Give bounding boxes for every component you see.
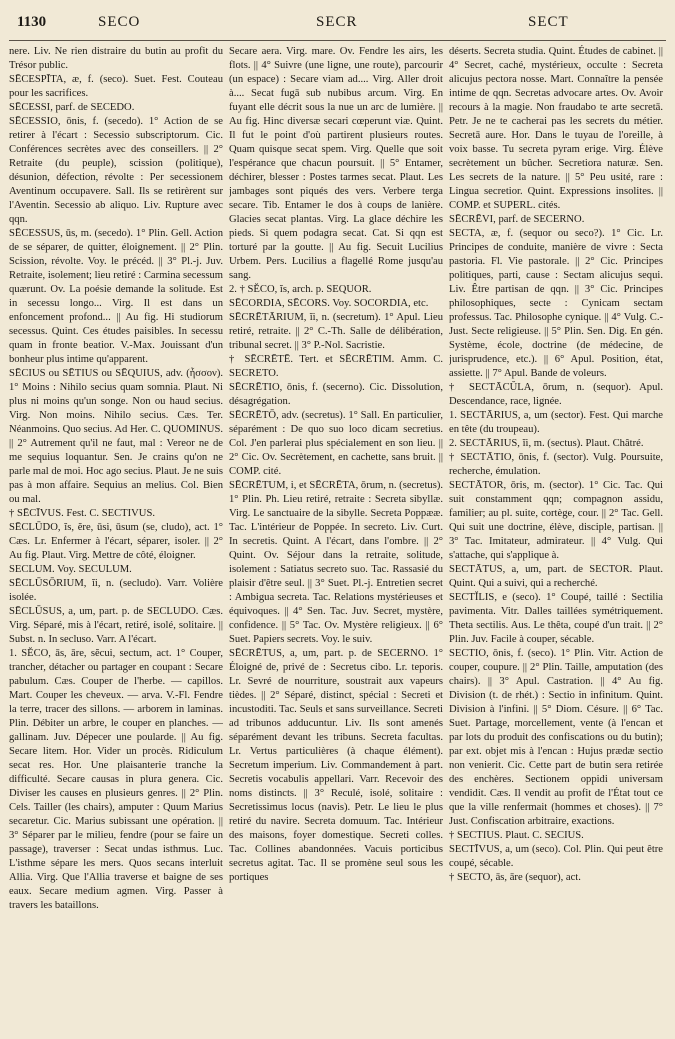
dictionary-entry: SĒCLŪDO, ĭs, ĕre, ūsi, ūsum (se, cludo), act. 1° Cæs. Lr. Enfermer à l'écart, séparer, isoler. || 2° Au fig. Plaut. Virg. Mettre de côté, éloigner.: [9, 522, 223, 561]
dictionary-entry: SECTA, æ, f. (sequor ou seco?). 1° Cic. Lr. Principes de conduite, manière de vivre : Secta pastoria. Fl. Vie pastorale. || 2° Cic. Principes politiques, parti, cause : Sectam alicujus sequi. Liv. Être partisan de qqn. || 3° Cic. Principes philosophiques, secte : Cynicam sectam professus. Tac. Philosophe cynique. || 4° Vulg. C.-Just. Secte religieuse. || 5° Plin. Sen. Dig. En gén. Système, école, doctrine (de médecine, de jurisprudence, etc.). || 6° Apul. Position, état, assiette. || 7° Apul. Bande de voleurs.: [449, 228, 663, 379]
column-2: [229, 45, 443, 1035]
dictionary-entry: SĒCESSUS, ūs, m. (secedo). 1° Plin. Gell. Action de se séparer, de quitter, éloignement. || 2° Plin. Scission, révolte. Voy. le précéd. || 3° Pl.-j. Juv. Retraite, isolement; lieu retiré : Carmina secessum quærunt. Ov. La poésie demande la solitude. Est in secessu longo... Virg. Il est dans un enfoncement profond... || Au fig. Hi studiorum secessus. Quint. Ces études paisibles. In secessu quam in fronte beatior. V.-Max. Jouissant d'un bonheur plus intime qu'apparent.: [9, 228, 223, 365]
dictionary-entry: † SĒCĪVUS. Fest. C. SECTIVUS.: [9, 508, 155, 519]
dictionary-entry: 1. SĔCO, ās, āre, sĕcui, sectum, act. 1° Couper, trancher, détacher ou partager en coupant : Secare pabulum. Cæs. Couper de l'herbe. — capillos. Mart. Couper les cheveux. — arva. V.-Fl. Fendre la terre, tracer des sillons. — arborem in laminas. Plin. Débiter un arbre, le couper en planches. — gallinam. Juv. Dépecer une poularde. || Au fig. Secare litem. Hor. Vider un procès. Ridiculum secat res. Hor. Une plaisanterie tranche la difficulté. Secare causas in plura genera. Cic. Diviser les causes en plusieurs genres. || 2° Plin. Cels. Tailler (les chairs), amputer : Quum Marius secaretur. Cic. Marius subissant une opération. || 3° Séparer par le milieu, fendre (pour se faire un passage), traverser : Secat undas isthmus. Luc. L'isthme sépare les mers. Quos secans interluit Allia. Virg. Que l'Allia traverse et baigne de ses eaux. Secare medium agmen. Virg. Passer à travers les bataillons.: [9, 648, 223, 911]
dictionary-entry: SĒCRĒTĀRIUM, ĭi, n. (secretum). 1° Apul. Lieu retiré, retraite. || 2° C.-Th. Salle de délibération, tribunal secret. || 3° P.-Nol. Sacristie.: [229, 312, 443, 351]
dictionary-entry: SĒCRĒTŌ, adv. (secretus). 1° Sall. En particulier, séparément : De quo suo loco dicam secretius. Col. J'en parlerai plus spécialement en son lieu. || 2° Cic. Ov. Secrètement, en cachette, sans bruit. || COMP. cité.: [229, 410, 443, 477]
dictionary-entry: SĒCLŪSŌRIUM, ĭi, n. (secludo). Varr. Volière isolée.: [9, 578, 223, 603]
dictionary-entry: SĒCESSIO, ōnis, f. (secedo). 1° Action de se retirer à l'écart : Secessio subscriptorum. Cic. Conférences secrètes avec des conseillers. || 2° Retraite (du peuple), scission (politique), désunion, défection, révolte : Per secessionem Aventinum occupavere. Sall. Ils se retirèrent sur l'Aventin. Secessio ab aliquo. Liv. Rupture avec qqn.: [9, 116, 223, 225]
dictionary-entry: † SECTĀCŬLA, ōrum, n. (sequor). Apul. Descendance, race, lignée.: [449, 382, 663, 407]
dictionary-entry: SECLUM. Voy. SECULUM.: [9, 564, 132, 575]
dictionary-entry: SĒCRĒTIO, ōnis, f. (secerno). Cic. Dissolution, désagrégation.: [229, 382, 443, 407]
dictionary-entry: † SECTĀTIO, ōnis, f. (sector). Vulg. Poursuite, recherche, émulation.: [449, 452, 663, 477]
dictionary-entry: † SĒCRĒTĒ. Tert. et SĒCRĒTIM. Amm. C. SECRETO.: [229, 354, 443, 379]
dictionary-entry: SĒCRĒTUM, i, et SĒCRĒTA, ōrum, n. (secretus). 1° Plin. Ph. Lieu retiré, retraite : Secreta sibyllæ. Virg. Le sanctuaire de la sibylle. Secreta Poppææ. Tac. L'intérieur de Poppée. In secreto. Liv. Curt. In secretis. Quint. A l'écart, dans l'ombre. || 2° Quint. Ov. Séjour dans la retraite, solitude, isolement : Satiatus secreto suo. Tac. Rassasié du plaisir d'être seul. || 3° Suet. Pl.-j. Entretien secret : Ambigua secreta. Tac. Relations mystérieuses et équivoques. || 4° Sen. Tac. Juv. Secret, mystère, confidence. || 5° Tac. Ov. Mystère religieux. || 6° Suet. Papiers secrets. Voy. le suiv.: [229, 480, 443, 645]
dictionary-entry: † SECTO, ās, āre (sequor), act.: [449, 872, 581, 883]
guide-word-center: SECR: [316, 14, 358, 30]
page-number: 1130: [17, 14, 47, 30]
dictionary-entry: Secare aera. Virg. mare. Ov. Fendre les airs, les flots. || 4° Suivre (une ligne, une route), parcourir (un espace) : Secare viam ad.... Virg. Aller droit à.... Secat fugā sub nubibus arcum. Virg. En fuyant elle décrit sous la nue un arc de lumière. || Au fig. Hinc diversæ secari cœperunt viæ. Quint. Il fut le point d'où partirent plusieurs routes. Quam quisque secat spem. Virg. Quelle que soit l'espérance que chacun poursuit. || 5° Entamer, déchirer, blesser : Postes tarmes secat. Plaut. Les jambages sont piqués des vers. Verbere terga secare. Tib. Entamer le dos à coups de lanière. Glacies secat plantas. Virg. La glace déchire les pieds. Si quem podagra secat. Cat. Si qqn est torturé par la goutte. || Au fig. Secuit Lucilius Urbem. Pers. Lucilius a flagellé Rome jusqu'au sang.: [229, 46, 443, 281]
page-header: [9, 0, 666, 41]
dictionary-entry: 2. SECTĀRIUS, ĭi, m. (sectus). Plaut. Châtré.: [449, 438, 644, 449]
column-1: [9, 45, 223, 1035]
guide-word-right: SECT: [528, 14, 569, 30]
dictionary-entry: 2. † SĔCO, ĭs, arch. p. SEQUOR.: [229, 284, 372, 295]
column-3: [449, 45, 663, 1035]
dictionary-entry: SĒCIUS ou SĒTIUS ou SĒQUIUS, adv. (ἧσσον). 1° Moins : Nihilo secius quam somnia. Plaut. Ni plus ni moins qu'un songe. Non ou haud secius. Virg. Non moins. Nihilo secius. Cæs. Ter. Néanmoins. Quo secius. Ad Her. C. QUOMINUS. || 2° Autrement qu'il ne faut, mal : Vereor ne de me sequius loquantur. Sen. Je crains qu'on ne parle mal de moi. Hoc ago secius. Plaut. Je ne suis pas à mon affaire. Sequius an melius. Col. Bien ou mal.: [9, 368, 223, 505]
dictionary-entry: † SECTIUS. Plaut. C. SECIUS.: [449, 830, 584, 841]
columns: [9, 45, 666, 1035]
dictionary-entry: déserts. Secreta studia. Quint. Études de cabinet. || 4° Secret, caché, mystérieux, occulte : Secreta alicujus pectora nosse. Mart. Connaître la pensée intime de qqn. Secretas advocare artes. Ov. Avoir recours à la magie. Non fraudabo te arte secretā. Petr. Je ne te cacherai pas les secrets du métier. Secretā aure. Hor. Dans le tuyau de l'oreille, à voix basse. Tu secreta pyram erige. Virg. Élève secrètement un bûcher. Secretiora naturæ. Sen. Les secrets de la nature. || 5° Peu usité, rare : Lingua secretior. Quint. Expressions insolites. || COMP. et SUPERL. cités.: [449, 46, 663, 211]
dictionary-entry: SĒCRĒTUS, a, um, part. p. de SECERNO. 1° Éloigné de, privé de : Secretus cibo. Lr. teporis. Lr. Sevré de nourriture, soustrait aux vapeurs tièdes. || 2° Séparé, distinct, spécial : Secreti et incustoditi. Tac. Seuls et sans surveillance. Secreti ad tribunos adducuntur. Liv. Ils sont amenés séparément devant les tribuns. Secreta facultas. Lr. Vertus particulières (à chaque élément). Secretum imperium. Liv. Commandement à part. Secretis vocabulis appellari. Varr. Recevoir des noms distincts. || 3° Reculé, isolé, solitaire : Secretissimus locus (navis). Petr. Le lieu le plus retiré du navire. Secreta domuum. Tac. Intérieur des maisons, foyer domestique. Secreti colles. Tac. Collines abandonnées. Vacuis porticibus secretus agitat. Tac. Il se promène seul sous les portiques: [229, 648, 443, 883]
dictionary-entry: SĒCESSI, parf. de SECEDO.: [9, 102, 135, 113]
dictionary-entry: SECTIO, ōnis, f. (seco). 1° Plin. Vitr. Action de couper, coupure. || 2° Plin. Taille, amputation (des chairs). || 3° Apul. Castration. || 4° Au fig. Division (t. de rhét.) : Sectio in infinitum. Quint. Division à l'infini. || 5° Diom. Césure. || 6° Tac. Suet. Partage, morcellement, vente (à l'encan et par lots du produit des confiscations ou du butin); par ext. objet mis à l'encan : Hujus prædæ sectio non venierit. Cic. Cette part de butin sera retirée des enchères. Sectionem oppidi universam vendidit. Cæs. Il vendit au profit de l'État tout ce que la ville renfermait (hommes et choses). || 7° Just. Confiscation arbitraire, exactions.: [449, 648, 663, 827]
dictionary-entry: 1. SECTĀRIUS, a, um (sector). Fest. Qui marche en tête (du troupeau).: [449, 410, 663, 435]
dictionary-entry: SĒCESPĪTA, æ, f. (seco). Suet. Fest. Couteau pour les sacrifices.: [9, 74, 223, 99]
dictionary-entry: SECTĪVUS, a, um (seco). Col. Plin. Qui peut être coupé, sécable.: [449, 844, 663, 869]
guide-word-left: SECO: [98, 14, 141, 30]
dictionary-entry: SECTĬLIS, e (seco). 1° Coupé, taillé : Sectilia pavimenta. Vitr. Dalles taillées symétriquement. Theta sectilis. Aus. Le thêta, coupé d'un trait. || 2° Plin. Juv. Facile à couper, sécable.: [449, 592, 663, 645]
dictionary-entry: SECTĀTUS, a, um, part. de SECTOR. Plaut. Quint. Qui a suivi, qui a recherché.: [449, 564, 663, 589]
dictionary-entry: nere. Liv. Ne rien distraire du butin au profit du Trésor public.: [9, 46, 223, 71]
dictionary-entry: SĒCLŪSUS, a, um, part. p. de SECLUDO. Cæs. Virg. Séparé, mis à l'écart, retiré, isolé, solitaire. || Subst. n. In secluso. Varr. A l'écart.: [9, 606, 223, 645]
dictionary-entry: SĒCORDIA, SĒCORS. Voy. SOCORDIA, etc.: [229, 298, 429, 309]
dictionary-entry: SECTĀTOR, ōris, m. (sector). 1° Cic. Tac. Qui suit constamment qqn; compagnon assidu, familier; au pl. suite, cortège, cour. || 2° Tac. Gell. Qui suit une doctrine, élève, disciple, partisan. || 3° Tac. Imitateur, admirateur. || 4° Vulg. Qui s'attache, qui s'applique à.: [449, 480, 663, 561]
dictionary-entry: SĒCRĒVI, parf. de SECERNO.: [449, 214, 585, 225]
